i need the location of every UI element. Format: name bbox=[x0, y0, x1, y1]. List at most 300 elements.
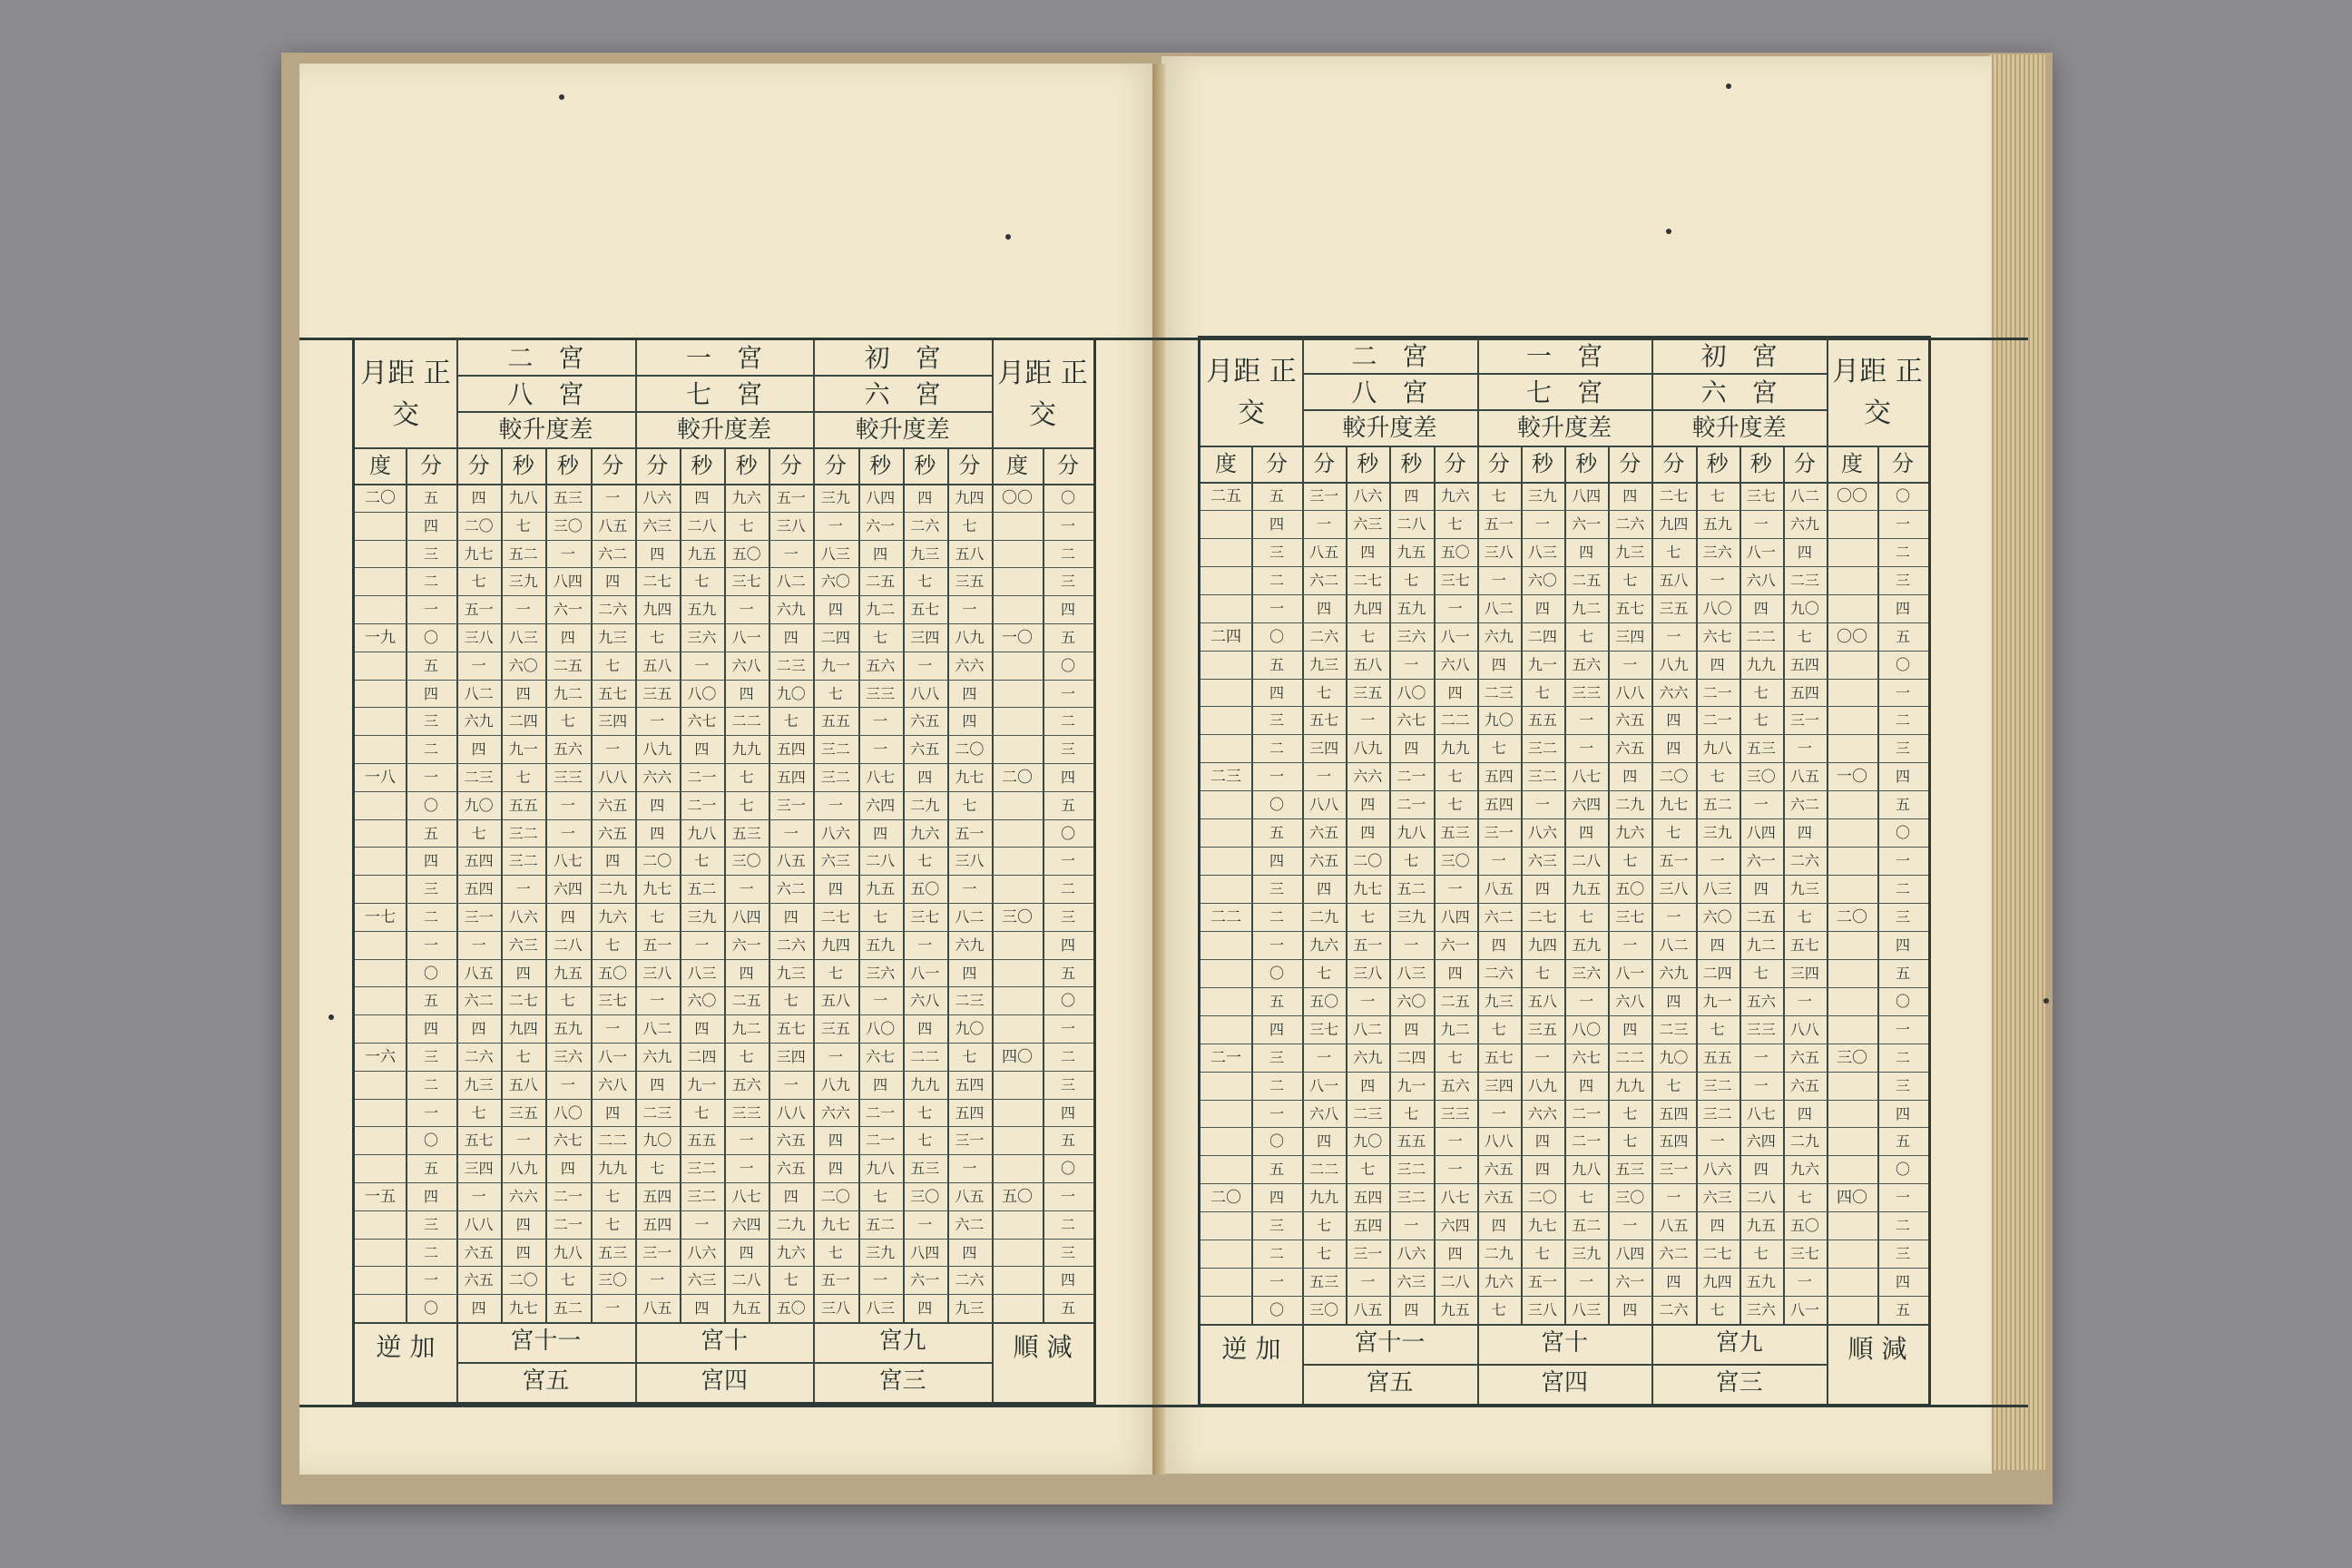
table-cell: 三六 bbox=[866, 964, 896, 982]
table-cell: 九一 bbox=[1702, 992, 1732, 1010]
table-cell: 八五 bbox=[464, 964, 494, 982]
table-cell: 六六 bbox=[1659, 683, 1689, 701]
table-cell: 九三 bbox=[776, 964, 806, 982]
table-cell: 七 bbox=[1491, 487, 1506, 505]
table-cell: 四 bbox=[828, 1132, 843, 1150]
table-cell: 一 bbox=[828, 516, 843, 534]
table-cell: 二〇 bbox=[1353, 852, 1383, 870]
table-cell: 六二 bbox=[1789, 796, 1819, 814]
table-cell: 八四 bbox=[1572, 487, 1602, 505]
table-cell: 二六 bbox=[598, 601, 628, 619]
table-cell: 七 bbox=[828, 684, 843, 702]
table-cell: 二 bbox=[423, 1243, 438, 1261]
table-cell: 七 bbox=[1534, 1245, 1550, 1263]
table-cell: 一 bbox=[423, 769, 438, 786]
table-cell: 七 bbox=[515, 516, 531, 534]
table-cell: 七 bbox=[515, 1048, 531, 1065]
table-cell: 九四 bbox=[1527, 936, 1557, 954]
degree-label: 二一 bbox=[1210, 1048, 1241, 1067]
table-cell: 五九 bbox=[1702, 514, 1732, 533]
table-cell: 二 bbox=[1895, 880, 1910, 898]
row-rule bbox=[1200, 1100, 1928, 1101]
table-cell: 七 bbox=[1317, 683, 1332, 701]
table-cell: 四 bbox=[1710, 936, 1725, 954]
footer-rule bbox=[1200, 1324, 1928, 1326]
table-cell: 六五 bbox=[1309, 852, 1339, 870]
table-cell: 四 bbox=[1060, 601, 1075, 619]
table-cell: 一 bbox=[1447, 1132, 1463, 1151]
table-cell: 四 bbox=[917, 769, 933, 786]
table-cell: 二七 bbox=[1659, 487, 1689, 505]
table-cell: 七 bbox=[739, 769, 754, 786]
table-cell: 二 bbox=[423, 908, 438, 926]
table-cell: 八五 bbox=[955, 1188, 985, 1205]
table-cell: 七 bbox=[1317, 1217, 1332, 1235]
table-cell: 五七 bbox=[1309, 711, 1339, 730]
table-cell: 八八 bbox=[776, 1103, 806, 1122]
footer-side: 逆 加 bbox=[376, 1332, 436, 1362]
table-cell: 二四 bbox=[820, 629, 850, 646]
table-cell: 四 bbox=[560, 908, 575, 926]
table-cell: 二九 bbox=[598, 880, 628, 898]
degree-label: 〇〇 bbox=[1002, 489, 1033, 507]
table-cell: 九三 bbox=[598, 629, 628, 646]
table-cell: 五 bbox=[1895, 796, 1910, 814]
table-cell: 五〇 bbox=[598, 964, 628, 982]
table-cell: 五〇 bbox=[910, 880, 940, 898]
table-cell: 五一 bbox=[1659, 852, 1689, 870]
unit-label: 分 bbox=[1892, 451, 1914, 476]
table-cell: 九三 bbox=[1309, 655, 1339, 673]
degree-label: 一〇 bbox=[1837, 768, 1867, 787]
table-cell: 一 bbox=[1317, 768, 1332, 786]
table-cell: 八〇 bbox=[866, 1020, 896, 1038]
row-rule bbox=[355, 1099, 1093, 1100]
row-rule bbox=[355, 1182, 1093, 1183]
table-cell: 八二 bbox=[1353, 1020, 1383, 1038]
table-cell: 七 bbox=[694, 1103, 710, 1122]
table-cell: 八八 bbox=[1615, 683, 1645, 701]
table-cell: 三五 bbox=[1353, 683, 1383, 701]
table-cell: 四 bbox=[1534, 1132, 1550, 1151]
table-cell: 五 bbox=[1269, 1161, 1284, 1179]
group-header: 較升度差 bbox=[855, 416, 950, 444]
table-cell: 四 bbox=[1534, 599, 1550, 617]
table-cell: 九二 bbox=[1746, 936, 1776, 954]
degree-label: 三〇 bbox=[1002, 908, 1033, 926]
table-cell: 八一 bbox=[910, 964, 940, 982]
table-cell: 八八 bbox=[1789, 1020, 1819, 1038]
table-cell: 一 bbox=[739, 1160, 754, 1178]
table-cell: 九六 bbox=[1789, 1161, 1819, 1179]
table-cell: 九七 bbox=[955, 769, 985, 786]
table-cell: 三 bbox=[1269, 543, 1284, 561]
table-cell: 四 bbox=[1753, 880, 1769, 898]
table-cell: 一 bbox=[423, 1271, 438, 1289]
table-cell: 六八 bbox=[1615, 992, 1645, 1010]
table-cell: 四 bbox=[650, 1075, 665, 1093]
table-cell: 四 bbox=[962, 1243, 977, 1261]
table-cell: 八六 bbox=[820, 824, 850, 842]
table-cell: 三 bbox=[423, 880, 438, 898]
table-cell: 三六 bbox=[1396, 627, 1426, 645]
row-rule bbox=[355, 680, 1093, 681]
table-cell: 六九 bbox=[642, 1048, 672, 1065]
table-cell: 四 bbox=[1895, 936, 1910, 954]
unit-label: 分 bbox=[646, 453, 669, 478]
table-cell: 三五 bbox=[955, 573, 985, 591]
row-rule bbox=[355, 931, 1093, 932]
table-cell: 二 bbox=[1060, 712, 1075, 730]
table-cell: 九五 bbox=[731, 1299, 761, 1318]
table-cell: 六二 bbox=[464, 992, 494, 1010]
table-cell: 四 bbox=[1491, 936, 1506, 954]
table-cell: 三一 bbox=[1309, 487, 1339, 505]
table-cell: 七 bbox=[1666, 1076, 1681, 1094]
row-rule bbox=[355, 1266, 1093, 1267]
row-rule bbox=[355, 623, 1093, 624]
table-cell: 二 bbox=[1269, 571, 1284, 589]
table-cell: 六七 bbox=[1572, 1048, 1602, 1066]
table-side-title: 月距 正交 bbox=[1206, 356, 1297, 429]
table-cell: 三 bbox=[423, 1215, 438, 1233]
footer-label: 宮三 bbox=[878, 1367, 926, 1395]
table-cell: 一 bbox=[1895, 1020, 1910, 1038]
degree-label: 二〇 bbox=[1002, 769, 1033, 787]
table-cell: 六六 bbox=[642, 769, 672, 786]
footer-label: 宮十 bbox=[1540, 1329, 1588, 1357]
table-cell: 六一 bbox=[1572, 514, 1602, 533]
table-cell: 九四 bbox=[1659, 514, 1689, 533]
table-cell: 四 bbox=[873, 824, 888, 842]
table-cell: 六六 bbox=[1527, 1104, 1557, 1122]
table-cell: 二五 bbox=[1746, 908, 1776, 926]
row-rule bbox=[355, 735, 1093, 736]
table-cell: 三 bbox=[1060, 573, 1075, 591]
table-cell: 三九 bbox=[687, 908, 717, 926]
table-cell: 四 bbox=[739, 964, 754, 982]
table-cell: 五〇 bbox=[1789, 1217, 1819, 1235]
table-cell: 二八 bbox=[731, 1271, 761, 1289]
table-cell: 三一 bbox=[1789, 711, 1819, 730]
table-cell: 一 bbox=[873, 712, 888, 730]
table-cell: 六四 bbox=[866, 796, 896, 814]
ink-dot bbox=[328, 1014, 334, 1020]
table-cell: 三九 bbox=[508, 573, 538, 591]
table-cell: 一 bbox=[1710, 571, 1725, 589]
table-cell: 四 bbox=[1895, 1104, 1910, 1122]
degree-label: 一六 bbox=[365, 1048, 396, 1066]
table-cell: 四 bbox=[515, 964, 531, 982]
table-cell: 六三 bbox=[1353, 514, 1383, 533]
degree-label: 二〇 bbox=[1210, 1189, 1241, 1208]
table-cell: 二三 bbox=[1353, 1104, 1383, 1122]
table-cell: 九三 bbox=[955, 1299, 985, 1318]
table-cell: 一 bbox=[694, 936, 710, 954]
table-cell: 五五 bbox=[1702, 1048, 1732, 1066]
table-cell: 二五 bbox=[866, 573, 896, 591]
table-cell: 七 bbox=[605, 1215, 621, 1233]
table-cell: 四 bbox=[828, 601, 843, 619]
table-cell: 九六 bbox=[1309, 936, 1339, 954]
table-cell: 一 bbox=[1666, 908, 1681, 926]
table-cell: 二八 bbox=[1572, 852, 1602, 870]
row-rule bbox=[355, 1126, 1093, 1127]
table-cell: 七 bbox=[1404, 1104, 1419, 1122]
table-cell: 二五 bbox=[553, 656, 583, 674]
table-cell: 二七 bbox=[1527, 908, 1557, 926]
unit-label: 分 bbox=[1444, 451, 1466, 476]
footer-label: 宮四 bbox=[1540, 1369, 1588, 1396]
table-cell: 〇 bbox=[423, 964, 438, 982]
table-cell: 八六 bbox=[1396, 1245, 1426, 1263]
table-cell: 三四 bbox=[1789, 964, 1819, 982]
table-cell: 〇 bbox=[423, 796, 438, 814]
table-cell: 七 bbox=[694, 573, 710, 591]
group-subtitle: 六 宮 bbox=[1700, 377, 1778, 407]
table-cell: 二七 bbox=[642, 573, 672, 591]
table-cell: 一 bbox=[1753, 514, 1769, 533]
footer-side: 逆 加 bbox=[1221, 1334, 1281, 1364]
table-cell: 四 bbox=[1534, 1161, 1550, 1179]
table-cell: 八九 bbox=[1353, 740, 1383, 758]
table-cell: 一 bbox=[1317, 514, 1332, 533]
table-cell: 九六 bbox=[910, 824, 940, 842]
table-cell: 二三 bbox=[642, 1103, 672, 1122]
unit-label: 分 bbox=[824, 453, 847, 478]
table-cell: 二三 bbox=[1659, 1020, 1689, 1038]
table-cell: 八三 bbox=[820, 544, 850, 563]
table-cell: 四 bbox=[1895, 1273, 1910, 1291]
table-cell: 二一 bbox=[1702, 711, 1732, 730]
table-cell: 六三 bbox=[642, 516, 672, 534]
table-cell: 六九 bbox=[464, 712, 494, 730]
table-cell: 九七 bbox=[1353, 880, 1383, 898]
table-side-title: 月距 正交 bbox=[997, 358, 1088, 431]
table-cell: 一 bbox=[1060, 1188, 1075, 1205]
table-cell: 〇 bbox=[1060, 992, 1075, 1010]
table-cell: 三五 bbox=[820, 1020, 850, 1038]
unit-label: 分 bbox=[1266, 451, 1288, 476]
table-cell: 五四 bbox=[642, 1215, 672, 1233]
unit-label: 秒 bbox=[869, 453, 892, 478]
table-cell: 一 bbox=[1269, 936, 1284, 954]
table-cell: 四 bbox=[917, 1020, 933, 1038]
table-cell: 二七 bbox=[1702, 1245, 1732, 1263]
row-rule bbox=[1200, 1015, 1928, 1016]
table-cell: 七 bbox=[873, 908, 888, 926]
degree-label: 〇〇 bbox=[1837, 627, 1867, 646]
table-cell: 二三 bbox=[464, 769, 494, 786]
table-cell: 三二 bbox=[1396, 1161, 1426, 1179]
table-cell: 五 bbox=[423, 1160, 438, 1178]
table-cell: 四 bbox=[1710, 655, 1725, 673]
page-edges bbox=[1989, 54, 2045, 1470]
table-cell: 二〇 bbox=[464, 516, 494, 534]
table-cell: 六三 bbox=[1527, 852, 1557, 870]
table-cell: 四 bbox=[783, 1188, 799, 1205]
table-cell: 四 bbox=[1666, 1273, 1681, 1291]
row-rule bbox=[1200, 566, 1928, 567]
table-cell: 一 bbox=[423, 601, 438, 619]
table-cell: 三六 bbox=[1746, 1301, 1776, 1319]
table-cell: 三八 bbox=[820, 1299, 850, 1318]
table-cell: 七 bbox=[1579, 627, 1594, 645]
table-cell: 三〇 bbox=[1440, 852, 1470, 870]
table-cell: 五九 bbox=[687, 601, 717, 619]
table-cell: 五〇 bbox=[1309, 992, 1339, 1010]
table-cell: 七 bbox=[1534, 964, 1550, 982]
table-cell: 六九 bbox=[776, 601, 806, 619]
table-cell: 五六 bbox=[1440, 1076, 1470, 1094]
table-cell: 四 bbox=[515, 684, 531, 702]
table-cell: 四 bbox=[1360, 543, 1376, 561]
table-cell: 七 bbox=[1360, 908, 1376, 926]
table-cell: 七 bbox=[1447, 1048, 1463, 1066]
table-cell: 〇 bbox=[1895, 655, 1910, 673]
table-cell: 五四 bbox=[642, 1188, 672, 1205]
row-rule bbox=[355, 903, 1093, 904]
table-cell: 二五 bbox=[1440, 992, 1470, 1010]
table-cell: 五二 bbox=[1702, 796, 1732, 814]
table-cell: 一 bbox=[1491, 1104, 1506, 1122]
table-cell: 八〇 bbox=[1396, 683, 1426, 701]
table-cell: 五 bbox=[1269, 487, 1284, 505]
table-cell: 八二 bbox=[955, 908, 985, 926]
table-cell: 四 bbox=[1579, 824, 1594, 842]
table-cell: 六五 bbox=[1309, 824, 1339, 842]
table-cell: 六五 bbox=[598, 824, 628, 842]
table-cell: 四 bbox=[560, 1160, 575, 1178]
table-cell: 一 bbox=[1534, 514, 1550, 533]
table-cell: 三二 bbox=[508, 852, 538, 870]
table-cell: 二六 bbox=[1615, 514, 1645, 533]
table-cell: 六二 bbox=[1309, 571, 1339, 589]
table-cell: 七 bbox=[1579, 908, 1594, 926]
table-cell: 九三 bbox=[1789, 880, 1819, 898]
table-cell: 四 bbox=[423, 684, 438, 702]
table-cell: 七 bbox=[560, 1271, 575, 1289]
table-cell: 九四 bbox=[1702, 1273, 1732, 1291]
table-cell: 三三 bbox=[553, 769, 583, 786]
table-cell: 一 bbox=[739, 1132, 754, 1150]
table-cell: 四 bbox=[1404, 1020, 1419, 1038]
table-cell: 四 bbox=[1579, 1076, 1594, 1094]
table-cell: 六二 bbox=[1659, 1245, 1689, 1263]
table-cell: 三〇 bbox=[1746, 768, 1776, 786]
table-cell: 一 bbox=[560, 824, 575, 842]
table-cell: 六五 bbox=[910, 740, 940, 759]
table-cell: 一 bbox=[917, 656, 933, 674]
table-cell: 四 bbox=[1579, 543, 1594, 561]
table-cell: 九九 bbox=[1615, 1076, 1645, 1094]
row-rule bbox=[355, 1014, 1093, 1015]
table-cell: 二二 bbox=[598, 1132, 628, 1150]
table-cell: 四 bbox=[423, 1188, 438, 1205]
row-rule bbox=[355, 1154, 1093, 1155]
row-rule bbox=[1200, 1183, 1928, 1184]
table-cell: 七 bbox=[917, 852, 933, 870]
row-rule bbox=[355, 567, 1093, 568]
table-cell: 四 bbox=[1404, 487, 1419, 505]
table-cell: 六五 bbox=[1789, 1076, 1819, 1094]
table-cell: 七 bbox=[1360, 1161, 1376, 1179]
table-cell: 一 bbox=[1360, 1273, 1376, 1291]
table-cell: 四 bbox=[1666, 992, 1681, 1010]
table-cell: 一 bbox=[873, 740, 888, 759]
table-cell: 五五 bbox=[1527, 711, 1557, 730]
table-cell: 三〇 bbox=[598, 1271, 628, 1289]
table-cell: 〇 bbox=[423, 1299, 438, 1318]
table-cell: 四 bbox=[1269, 1189, 1284, 1207]
table-cell: 一 bbox=[515, 601, 531, 619]
table-cell: 五 bbox=[1895, 1132, 1910, 1151]
table-cell: 〇 bbox=[1895, 824, 1910, 842]
table-cell: 四 bbox=[1491, 655, 1506, 673]
table-cell: 一 bbox=[739, 601, 754, 619]
table-cell: 二六 bbox=[464, 1048, 494, 1065]
unit-label: 分 bbox=[958, 453, 981, 478]
table-cell: 三三 bbox=[1746, 1020, 1776, 1038]
table-cell: 三〇 bbox=[910, 1188, 940, 1205]
table-cell: 二八 bbox=[1396, 514, 1426, 533]
table-cell: 五四 bbox=[1353, 1189, 1383, 1207]
table-cell: 四 bbox=[1753, 599, 1769, 617]
table-cell: 一 bbox=[471, 656, 486, 674]
table-cell: 八四 bbox=[731, 908, 761, 926]
table-cell: 一 bbox=[1753, 1076, 1769, 1094]
table-cell: 三二 bbox=[687, 1188, 717, 1205]
row-rule bbox=[1200, 959, 1928, 960]
footer-label: 宮五 bbox=[522, 1367, 570, 1395]
table-cell: 九二 bbox=[731, 1020, 761, 1038]
table-cell: 五 bbox=[1060, 1132, 1075, 1150]
table-cell: 四 bbox=[650, 544, 665, 563]
table-cell: 四 bbox=[605, 852, 621, 870]
group-header: 較升度差 bbox=[1691, 415, 1787, 442]
table-cell: 五三 bbox=[598, 1243, 628, 1261]
table-cell: 四 bbox=[962, 684, 977, 702]
table-cell: 一 bbox=[471, 936, 486, 954]
table-cell: 六一 bbox=[731, 936, 761, 954]
table-cell: 〇 bbox=[1269, 1301, 1284, 1319]
row-rule bbox=[1200, 734, 1928, 735]
table-cell: 九九 bbox=[1440, 740, 1470, 758]
table-cell: 五一 bbox=[820, 1271, 850, 1289]
table-cell: 九六 bbox=[598, 908, 628, 926]
table-cell: 七 bbox=[1404, 571, 1419, 589]
table-cell: 三七 bbox=[1309, 1020, 1339, 1038]
table-cell: 〇 bbox=[423, 1132, 438, 1150]
table-cell: 六二 bbox=[598, 544, 628, 563]
group-subtitle: 六 宮 bbox=[864, 379, 941, 409]
table-cell: 一 bbox=[917, 936, 933, 954]
table-cell: 二八 bbox=[866, 852, 896, 870]
table-cell: 一 bbox=[605, 1020, 621, 1038]
group-title: 初 宮 bbox=[1700, 341, 1778, 371]
table-cell: 五一 bbox=[1484, 514, 1514, 533]
table-cell: 四 bbox=[962, 964, 977, 982]
table-cell: 五九 bbox=[1746, 1273, 1776, 1291]
table-cell: 四 bbox=[1360, 1076, 1376, 1094]
table-cell: 二八 bbox=[1746, 1189, 1776, 1207]
table-cell: 一 bbox=[605, 740, 621, 759]
row-rule bbox=[1200, 1296, 1928, 1297]
table-cell: 七 bbox=[694, 852, 710, 870]
table-cell: 五五 bbox=[1396, 1132, 1426, 1151]
table-cell: 八二 bbox=[776, 573, 806, 591]
table-cell: 八三 bbox=[1702, 880, 1732, 898]
